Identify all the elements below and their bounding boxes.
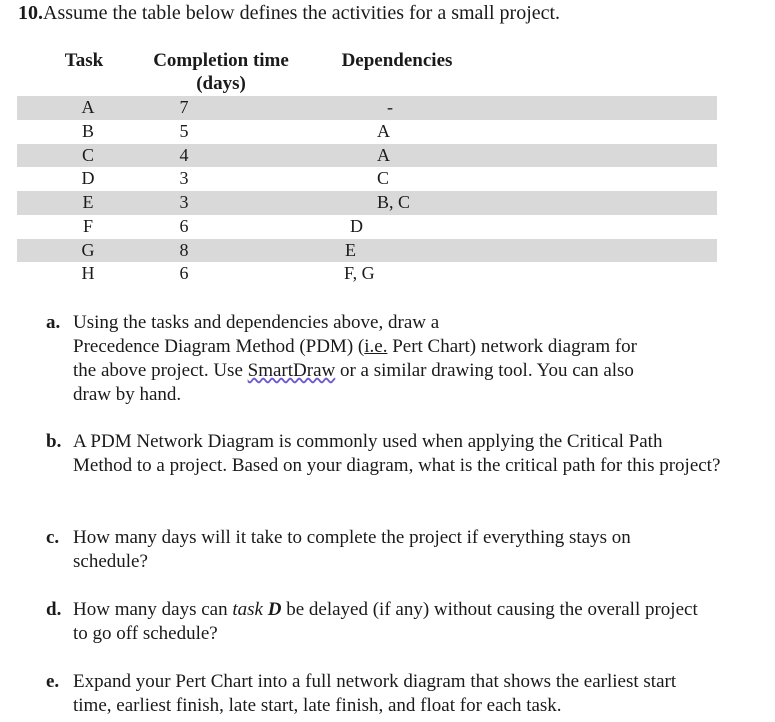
item-d-post: be delayed (if any) without causing the overall project to go off schedule? — [73, 599, 698, 644]
question-number: 10. — [18, 2, 43, 24]
item-c — [46, 526, 726, 574]
item-c-text: How many days will it take to complete the project if everything stays on schedule? — [73, 527, 631, 572]
header-dependencies: Dependencies — [341, 50, 453, 71]
item-a-line4: draw by hand. — [73, 384, 182, 405]
question-title — [18, 0, 560, 26]
table-row — [17, 120, 717, 144]
table-row — [17, 144, 717, 168]
days-cell: 3 — [179, 192, 189, 212]
item-e-text: Expand your Pert Chart into a full network diagram that shows the earliest start time, earliest finish, late start, late finish, and float for each task. — [73, 671, 677, 716]
item-a-line1: Using the tasks and dependencies above, draw a — [73, 312, 440, 333]
item-a-line3 — [73, 359, 726, 383]
item-a-line2 — [73, 335, 726, 359]
task-cell: D — [81, 168, 95, 189]
table-row — [17, 191, 717, 215]
header-completion-time — [140, 49, 302, 95]
table-row — [17, 239, 717, 263]
deps-cell: F, G — [344, 263, 375, 284]
item-letter: a. — [46, 312, 61, 333]
item-a-line2-pre: Precedence Diagram Method (PDM) ( — [73, 336, 365, 357]
item-a-text — [73, 311, 726, 407]
task-cell: A — [81, 97, 95, 117]
task-word: task — [232, 599, 268, 620]
header-task: Task — [64, 50, 104, 71]
task-letter: D — [267, 599, 282, 620]
deps-cell: - — [387, 97, 393, 117]
item-b-text: A PDM Network Diagram is commonly used when applying the Critical Path Method to a project. Based on your diagram, what is the critical path for this project? — [73, 431, 721, 476]
days-cell: 7 — [179, 97, 189, 117]
item-d-text — [73, 598, 713, 646]
task-cell: F — [82, 215, 93, 236]
task-cell: B — [81, 120, 94, 141]
question-intro: Assume the table below defines the activities for a small project. — [43, 2, 561, 24]
task-cell: G — [81, 239, 95, 260]
table-row — [17, 262, 717, 286]
item-letter: d. — [46, 599, 62, 620]
days-cell: 5 — [179, 120, 189, 141]
task-cell: C — [81, 144, 94, 165]
item-b — [46, 430, 726, 478]
task-cell: E — [82, 192, 94, 212]
item-e — [46, 670, 726, 718]
item-d-pre: How many days can — [73, 599, 233, 620]
table-row — [17, 96, 717, 120]
item-letter: e. — [46, 671, 60, 692]
days-cell: 6 — [179, 263, 189, 284]
item-a-line3-pre: the above project. Use — [73, 360, 248, 381]
deps-cell: C — [377, 168, 390, 189]
item-a-line3-post: or a similar drawing tool. You can also — [335, 360, 634, 381]
deps-cell: B, C — [377, 192, 411, 212]
deps-cell: E — [345, 239, 356, 260]
deps-cell: D — [350, 215, 363, 236]
task-cell: H — [81, 263, 95, 284]
item-a — [46, 311, 726, 407]
ie-abbreviation: i.e. — [364, 336, 388, 357]
header-completion-line2: (days) — [196, 73, 246, 94]
days-cell: 6 — [179, 215, 189, 236]
days-cell: 8 — [179, 239, 189, 260]
table-row — [17, 215, 717, 239]
days-cell: 4 — [179, 144, 189, 165]
item-letter: c. — [46, 527, 60, 548]
deps-cell: A — [377, 120, 390, 141]
deps-cell: A — [377, 144, 390, 165]
days-cell: 3 — [179, 168, 189, 189]
item-a-line2-post: Pert Chart) network diagram for — [387, 336, 638, 357]
item-letter: b. — [46, 431, 62, 452]
item-d — [46, 598, 726, 646]
activity-table — [17, 96, 717, 286]
header-completion-line1: Completion time — [153, 50, 289, 71]
table-row — [17, 167, 717, 191]
smartdraw-word: SmartDraw — [247, 360, 336, 381]
